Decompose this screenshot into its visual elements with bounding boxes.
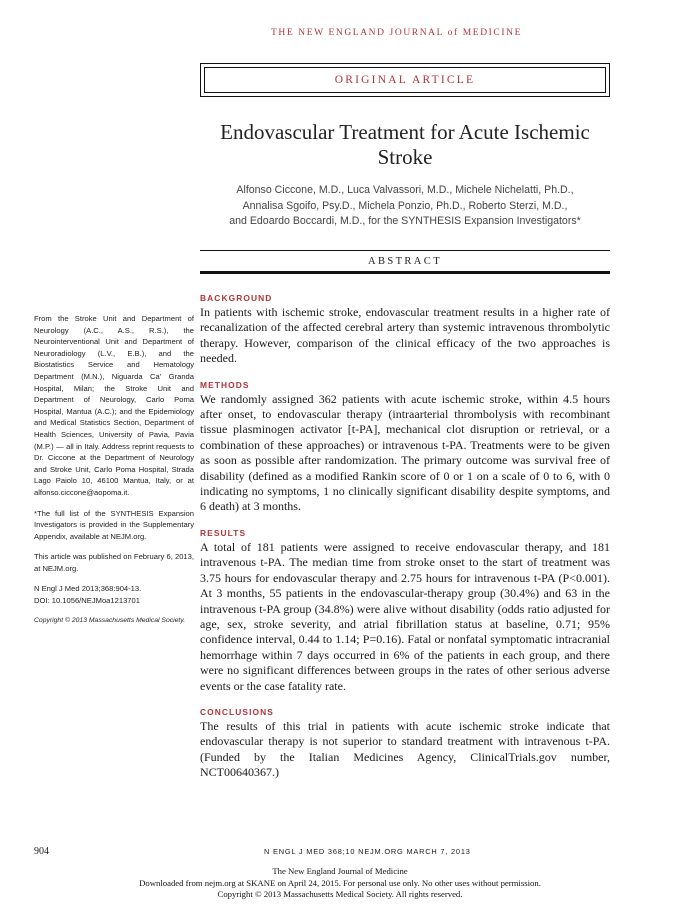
abstract-section-background	[200, 293, 610, 367]
abstract-section-conclusions	[200, 707, 610, 781]
article-title: Endovascular Treatment for Acute Ischemic Stroke	[220, 120, 590, 169]
author-line: Annalisa Sgoifo, Psy.D., Michela Ponzio, Ph.D., Roberto Sterzi, M.D.,	[242, 199, 568, 212]
author-line: Alfonso Ciccone, M.D., Luca Valvassori, M.D., Michele Nichelatti, Ph.D.,	[236, 184, 574, 196]
doi-link[interactable]: DOI: 10.1056/NEJMoa1213701	[34, 596, 140, 606]
download-line: Downloaded from nejm.org at SKANE on April 24, 2015. For personal use only. No other uses without permission.	[139, 877, 541, 888]
author-list	[200, 183, 610, 230]
article-type-box	[200, 63, 610, 97]
citation: N Engl J Med 2013;368:904-13.	[34, 584, 142, 594]
author-line: and Edoardo Boccardi, M.D., for the SYNTHESIS Expansion Investigators*	[229, 215, 581, 227]
abstract-section-results	[200, 528, 610, 694]
section-text: A total of 181 patients were assigned to receive endovascular therapy, and 181 intravenous t-PA. The median time from stroke onset to the start of treatment was 3.75 hours for endovascular therapy and 2.75 hours for intravenous t-PA (P<0.001). At 3 months, 55 patients in the endovascular-therapy group (30.4%) and 63 in the intravenous t-PA group (34.8%) were alive without disability (odds ratio adjusted for age, sex, stroke severity, and atrial fibrillation status at baseline, 0.71; 95% confidence interval, 0.44 to 1.14; P=0.16). Fatal or nonfatal symptomatic intracranial hemorrhage within 7 days occurred in 6% of the patients in each group, and there were no significant differences between groups in the rates of other serious adverse events or the case fatality rate.	[200, 539, 610, 693]
article-type-label: ORIGINAL ARTICLE	[334, 74, 476, 86]
section-heading: CONCLUSIONS	[200, 706, 274, 717]
download-notice	[0, 866, 680, 901]
section-heading: RESULTS	[200, 527, 247, 538]
copyright-note: Copyright © 2013 Massachusetts Medical Society.	[34, 616, 186, 624]
abstract-body	[200, 293, 610, 794]
affiliation-note: From the Stroke Unit and Department of Neurology (A.C., A.S., R.S.), the Neurointerventional Unit and Department of Neuroradiology (L.V., E.B.), and the Biostatistics Service and Hematology Department (M.N.), Niguarda Ca' Granda Hospital, Milan; the Stroke Unit and Department of Neurology, Carlo Poma Hospital, Mantua (A.C.); and the Epidemiology and Medical Statistics Section, Department of Health Sciences, University of Pavia, Pavia (M.P.) — all in Italy. Address reprint requests to Dr. Ciccone at the Department of Neurology and Stroke Unit, Carlo Poma Hospital, Strada Lago Paiolo 10, 46100 Mantua, Italy, or at alfonso.ciccone@aopoma.it.	[34, 314, 194, 497]
abstract-label: ABSTRACT	[367, 255, 443, 267]
download-line: The New England Journal of Medicine	[272, 866, 408, 876]
investigators-note: *The full list of the SYNTHESIS Expansion Investigators is provided in the Supplementary Appendix, available at NEJM.org.	[34, 508, 194, 541]
section-text: We randomly assigned 362 patients with acute ischemic stroke, within 4.5 hours after onset, to endovascular therapy (intraarterial thrombolysis with recombinant tissue plasminogen activator [t-PA], mechanical clot disruption or retrieval, or a combination of these approaches) or intravenous t-PA. Treatments were to be given as soon as possible after randomization. The primary outcome was survival free of disability (defined as a modified Rankin score of 0 or 1 on a scale of 0 to 6, with 0 indicating no symptoms, 1 no clinically significant disability despite symptoms, and 6 death) at 3 months.	[200, 391, 610, 514]
page-number: 904	[34, 846, 49, 857]
section-heading: BACKGROUND	[200, 293, 273, 303]
abstract-section-methods	[200, 380, 610, 515]
sidebar-notes	[34, 313, 194, 635]
section-text: In patients with ischemic stroke, endovascular treatment results in a higher rate of recanalization of the affected cerebral artery than systemic intravenous thrombolytic therapy. However, comparison of the clinical efficacy of the two approaches is needed.	[200, 305, 610, 366]
abstract-header-bar	[200, 250, 610, 274]
download-line: Copyright © 2013 Massachusetts Medical Society. All rights reserved.	[217, 889, 463, 899]
running-footer: N ENGL J MED 368;10 NEJM.ORG MARCH 7, 2013	[264, 847, 471, 856]
article-type-inset	[204, 67, 606, 93]
published-note: This article was published on February 6, 2013, at NEJM.org.	[34, 552, 194, 573]
journal-name: THE NEW ENGLAND JOURNAL of MEDICINE	[271, 28, 522, 38]
section-text: The results of this trial in patients with acute ischemic stroke indicate that endovascular therapy is not superior to standard treatment with intravenous t-PA. (Funded by the Italian Medicines Agency, ClinicalTrials.gov number, NCT00640367.)	[200, 718, 610, 780]
section-heading: METHODS	[200, 379, 250, 390]
